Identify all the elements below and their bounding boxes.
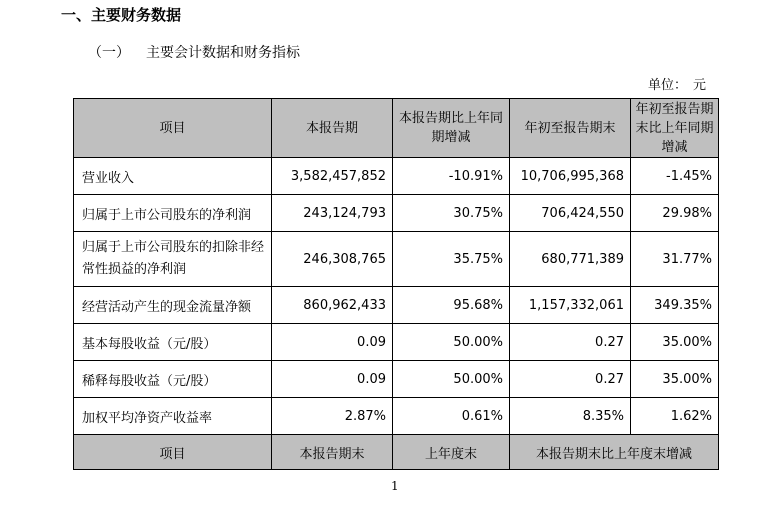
row-label: 基本每股收益（元/股） bbox=[74, 324, 272, 361]
row-label: 稀释每股收益（元/股） bbox=[74, 361, 272, 398]
cell-value: 0.09 bbox=[272, 324, 393, 361]
cell-value: 8.35% bbox=[510, 398, 631, 435]
table-row bbox=[74, 287, 719, 324]
header-cell-ytd: 年初至报告期末 bbox=[510, 99, 631, 158]
table-row bbox=[74, 232, 719, 287]
cell-value: 35.00% bbox=[631, 324, 719, 361]
cell-value: 680,771,389 bbox=[510, 232, 631, 287]
row-label: 归属于上市公司股东的净利润 bbox=[74, 195, 272, 232]
cell-value: 10,706,995,368 bbox=[510, 158, 631, 195]
cell-value: 2.87% bbox=[272, 398, 393, 435]
cell-value: -10.91% bbox=[393, 158, 510, 195]
row-label: 营业收入 bbox=[74, 158, 272, 195]
cell-value: 246,308,765 bbox=[272, 232, 393, 287]
unit-value: 元 bbox=[693, 78, 707, 93]
cell-value: 30.75% bbox=[393, 195, 510, 232]
cell-value: 860,962,433 bbox=[272, 287, 393, 324]
footer-header-period-end: 本报告期末 bbox=[272, 435, 393, 470]
footer-header-change: 本报告期末比上年度末增减 bbox=[510, 435, 719, 470]
subsection-number: （一） bbox=[88, 45, 130, 61]
row-label: 加权平均净资产收益率 bbox=[74, 398, 272, 435]
row-label: 经营活动产生的现金流量净额 bbox=[74, 287, 272, 324]
page-number: 1 bbox=[391, 479, 399, 493]
table-row bbox=[74, 195, 719, 232]
cell-value: 29.98% bbox=[631, 195, 719, 232]
cell-value: 35.75% bbox=[393, 232, 510, 287]
row-label: 归属于上市公司股东的扣除非经常性损益的净利润 bbox=[74, 232, 272, 287]
header-cell-current-period: 本报告期 bbox=[272, 99, 393, 158]
footer-header-item: 项目 bbox=[74, 435, 272, 470]
cell-value: 243,124,793 bbox=[272, 195, 393, 232]
cell-value: 0.27 bbox=[510, 324, 631, 361]
cell-value: 95.68% bbox=[393, 287, 510, 324]
cell-value: 0.61% bbox=[393, 398, 510, 435]
table-row bbox=[74, 398, 719, 435]
cell-value: 3,582,457,852 bbox=[272, 158, 393, 195]
table-row bbox=[74, 324, 719, 361]
header-cell-ytd-change: 年初至报告期末比上年同期增减 bbox=[631, 99, 719, 158]
cell-value: 35.00% bbox=[631, 361, 719, 398]
financial-data-table bbox=[73, 98, 719, 470]
table-header-row bbox=[74, 99, 719, 158]
cell-value: 706,424,550 bbox=[510, 195, 631, 232]
cell-value: 0.09 bbox=[272, 361, 393, 398]
cell-value: 50.00% bbox=[393, 324, 510, 361]
unit-note bbox=[648, 74, 706, 93]
cell-value: 50.00% bbox=[393, 361, 510, 398]
cell-value: 349.35% bbox=[631, 287, 719, 324]
cell-value: 1,157,332,061 bbox=[510, 287, 631, 324]
table-row bbox=[74, 361, 719, 398]
header-cell-item: 项目 bbox=[74, 99, 272, 158]
table-row bbox=[74, 158, 719, 195]
section-title: 一、主要财务数据 bbox=[61, 6, 182, 24]
cell-value: 0.27 bbox=[510, 361, 631, 398]
cell-value: 1.62% bbox=[631, 398, 719, 435]
cell-value: -1.45% bbox=[631, 158, 719, 195]
cell-value: 31.77% bbox=[631, 232, 719, 287]
subsection-heading bbox=[88, 42, 300, 62]
table-footer-header-row bbox=[74, 435, 719, 470]
footer-header-prior-year-end: 上年度末 bbox=[393, 435, 510, 470]
unit-label: 单位： bbox=[648, 78, 688, 93]
subsection-title: 主要会计数据和财务指标 bbox=[146, 45, 300, 61]
header-cell-period-change: 本报告期比上年同期增减 bbox=[393, 99, 510, 158]
